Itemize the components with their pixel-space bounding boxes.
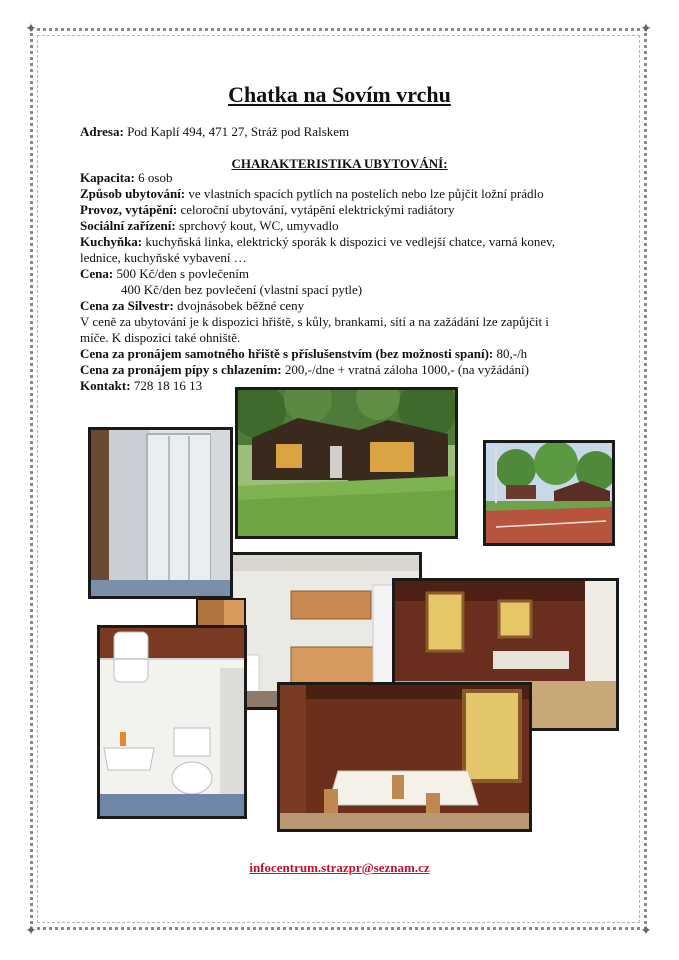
tap-rent-value: 200,-/dne + vratná záloha 1000,- (na vyžádání) [281, 362, 529, 377]
capacity-label: Kapacita: [80, 170, 135, 185]
tap-rent-line [80, 362, 529, 378]
border-corner-ornament: ✦ [25, 21, 37, 37]
sanitary-line [80, 218, 339, 234]
silvester-line [80, 298, 304, 314]
sanitary-value: sprchový kout, WC, umyvadlo [175, 218, 339, 233]
address-value: Pod Kaplí 494, 471 27, Stráž pod Ralskem [123, 124, 350, 139]
email-link[interactable]: infocentrum.strazpr@seznam.cz [249, 860, 430, 875]
playground-image [486, 443, 612, 543]
accommodation-line [80, 186, 544, 202]
kitchen-value: kuchyňská linka, elektrický sporák k dispozici ve vedlejší chatce, varná konev, [142, 234, 555, 249]
capacity-value: 6 osob [134, 170, 173, 185]
photo-shower [88, 427, 233, 599]
capacity-line [80, 170, 172, 186]
address-line [80, 124, 349, 140]
silvester-value: dvojnásobek běžné ceny [173, 298, 305, 313]
operation-label: Provoz, vytápění: [80, 202, 178, 217]
section-heading: CHARAKTERISTIKA UBYTOVÁNÍ: [231, 156, 448, 171]
silvester-label: Cena za Silvestr: [80, 298, 174, 313]
operation-value: celoroční ubytování, vytápění elektrickými radiátory [177, 202, 455, 217]
bathroom-image [100, 628, 244, 816]
field-rent-label: Cena za pronájem samotného hřiště s příslušenstvím (bez možnosti spaní): [80, 346, 494, 361]
kitchen-line [80, 234, 555, 250]
photo-cabin-exterior [235, 387, 458, 539]
operation-line [80, 202, 455, 218]
contact-label: Kontakt: [80, 378, 131, 393]
border-corner-ornament: ✦ [640, 923, 652, 939]
price-line-second: 400 Kč/den bez povlečení (vlastní spací pytle) [121, 282, 363, 297]
border-corner-ornament: ✦ [640, 21, 652, 37]
kitchen-line-continued: lednice, kuchyňské vybavení … [80, 250, 247, 265]
contact-line [80, 378, 202, 394]
photo-playground [483, 440, 615, 546]
included-line-2: míče. K dispozici také ohniště. [80, 330, 241, 345]
price-line [80, 266, 249, 282]
kitchen-label: Kuchyňka: [80, 234, 143, 249]
accommodation-value: ve vlastních spacích pytlích na postelích nebo lze půjčit ložní prádlo [185, 186, 544, 201]
cabin-exterior-image [238, 390, 455, 536]
field-rent-line [80, 346, 527, 362]
border-corner-ornament: ✦ [25, 923, 37, 939]
photo-bathroom [97, 625, 247, 819]
sanitary-label: Sociální zařízení: [80, 218, 176, 233]
shower-image [91, 430, 230, 596]
tap-rent-label: Cena za pronájem pípy s chlazením: [80, 362, 282, 377]
photo-dining-room [277, 682, 532, 832]
address-label: Adresa: [80, 124, 124, 139]
price-label: Cena: [80, 266, 114, 281]
dining-room-image [280, 685, 529, 829]
contact-value: 728 18 16 13 [130, 378, 203, 393]
field-rent-value: 80,-/h [493, 346, 528, 361]
accommodation-label: Způsob ubytování: [80, 186, 186, 201]
page-title: Chatka na Sovím vrchu [228, 82, 451, 107]
included-line-1: V ceně za ubytování je k dispozici hřiště, s kůly, brankami, sítí a na zažádání lze zapůjčit i [80, 314, 549, 329]
price-value: 500 Kč/den s povlečením [113, 266, 249, 281]
